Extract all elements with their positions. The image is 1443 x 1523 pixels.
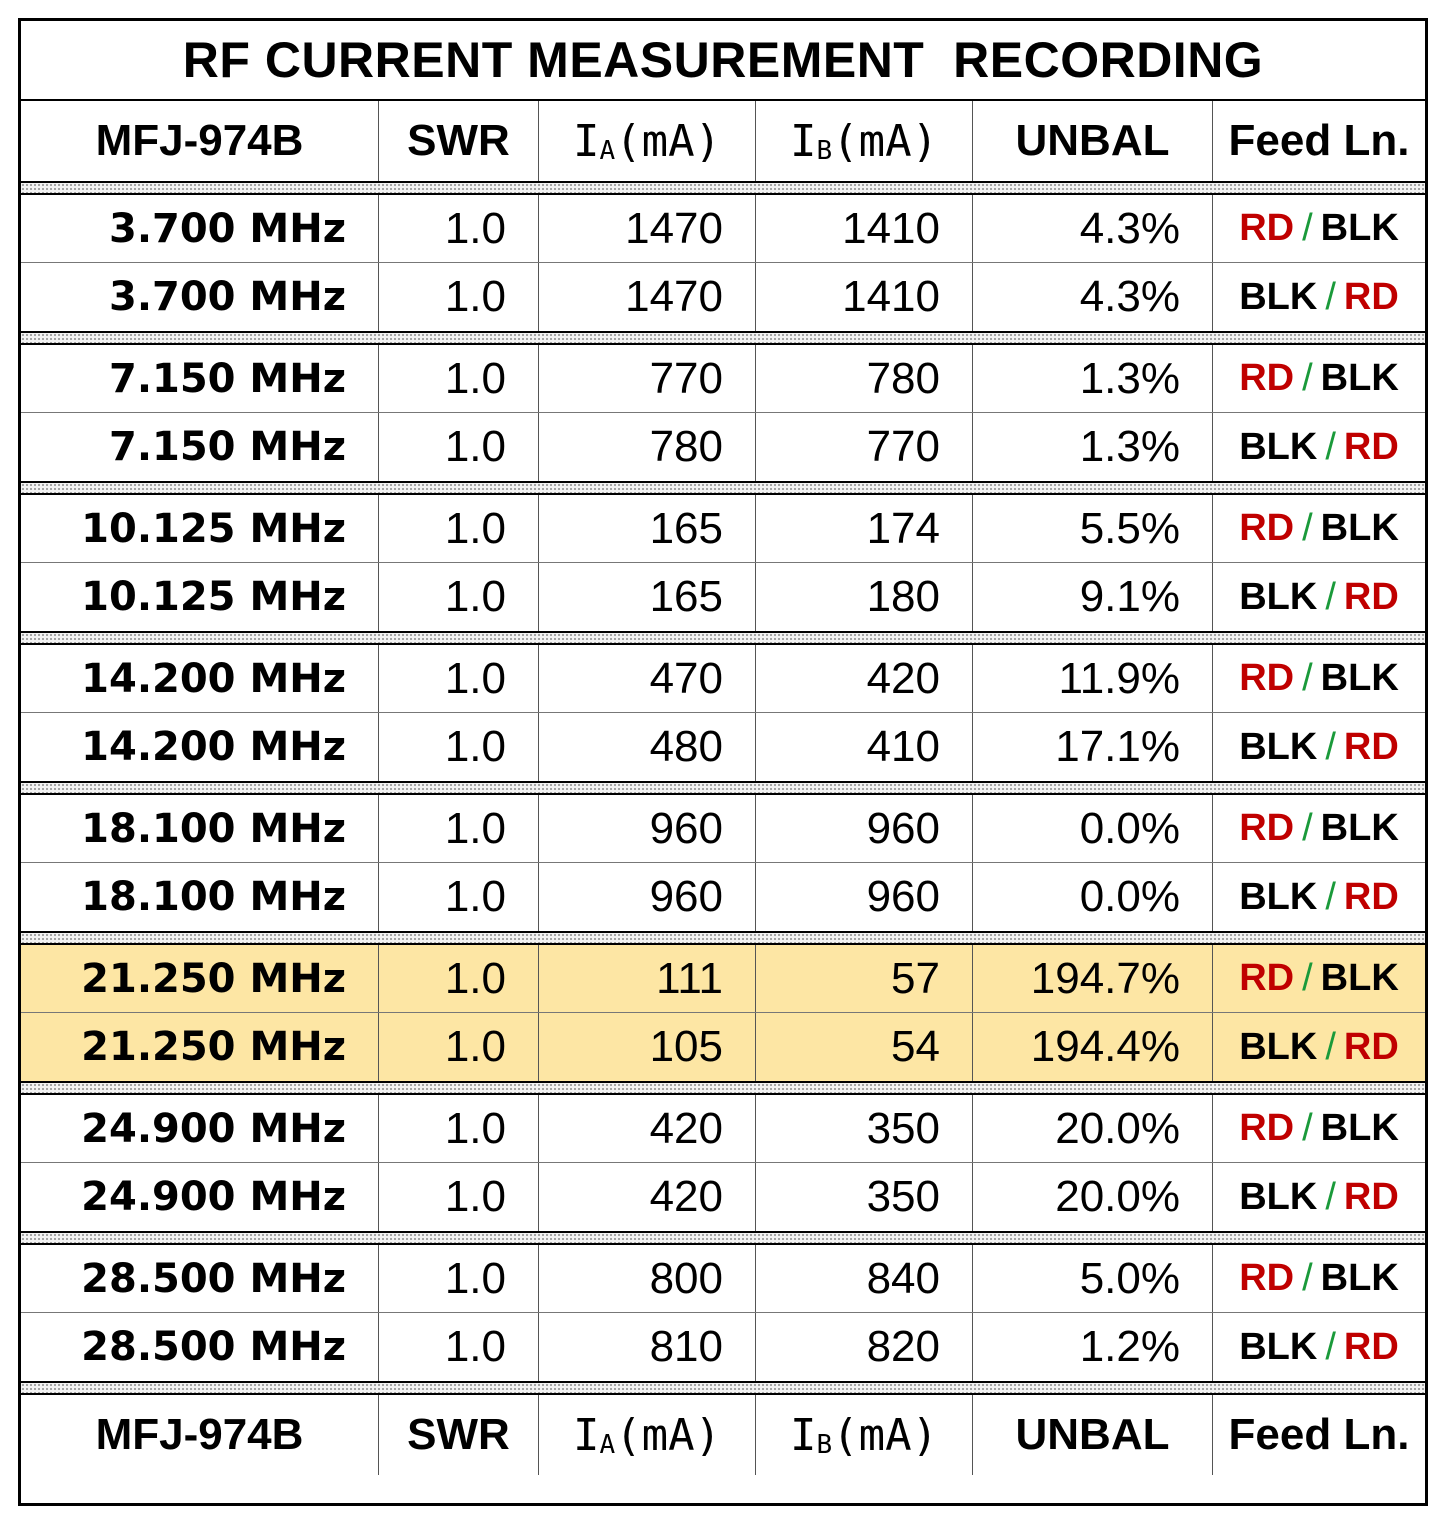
feed-slash: /	[1325, 1325, 1336, 1368]
table-row	[21, 863, 1425, 931]
header-ib-unit: (mA)	[832, 115, 939, 167]
table-row	[21, 795, 1425, 863]
cell-feed-line	[1213, 195, 1425, 262]
feed-label-blk: BLK	[1239, 1325, 1318, 1368]
highlighted-group	[21, 945, 1425, 1081]
cell-swr: 1.0	[379, 1013, 539, 1081]
cell-current-a: 420	[539, 1163, 756, 1231]
cell-unbalance: 194.7%	[973, 945, 1213, 1012]
table-row	[21, 195, 1425, 263]
cell-current-a: 1470	[539, 195, 756, 262]
cell-feed-line	[1213, 263, 1425, 331]
cell-frequency: 24.900 MHz	[21, 1163, 379, 1231]
cell-feed-line	[1213, 713, 1425, 781]
cell-current-b: 350	[756, 1163, 973, 1231]
cell-current-a: 960	[539, 863, 756, 931]
feed-label-blk: BLK	[1239, 725, 1318, 768]
band-group	[21, 345, 1425, 481]
section-separator	[21, 931, 1425, 945]
cell-swr: 1.0	[379, 713, 539, 781]
cell-feed-line	[1213, 795, 1425, 862]
header-ia-prefix: I	[572, 115, 600, 167]
footer-ia-prefix: I	[572, 1409, 600, 1461]
cell-swr: 1.0	[379, 1095, 539, 1162]
cell-swr: 1.0	[379, 563, 539, 631]
cell-feed-line	[1213, 1245, 1425, 1312]
footer-ia-unit: (mA)	[615, 1409, 722, 1461]
table-row	[21, 713, 1425, 781]
feed-label-rd: RD	[1239, 507, 1295, 549]
cell-current-b: 350	[756, 1095, 973, 1162]
feed-label-rd: RD	[1239, 657, 1295, 699]
footer-unbal: UNBAL	[973, 1395, 1213, 1475]
table-row	[21, 945, 1425, 1013]
cell-frequency: 28.500 MHz	[21, 1245, 379, 1312]
feed-label-rd: RD	[1239, 1107, 1295, 1149]
cell-current-a: 470	[539, 645, 756, 712]
footer-ib-unit: (mA)	[832, 1409, 939, 1461]
footer-ib	[756, 1395, 973, 1475]
cell-frequency: 10.125 MHz	[21, 563, 379, 631]
cell-swr: 1.0	[379, 645, 539, 712]
feed-label-rd: RD	[1343, 275, 1399, 318]
feed-label-blk: BLK	[1320, 957, 1399, 999]
cell-unbalance: 1.3%	[973, 345, 1213, 412]
cell-current-a: 165	[539, 563, 756, 631]
table-title: RF CURRENT MEASUREMENT RECORDING	[21, 21, 1425, 101]
cell-current-b: 57	[756, 945, 973, 1012]
cell-unbalance: 0.0%	[973, 795, 1213, 862]
cell-current-b: 1410	[756, 195, 973, 262]
feed-label-rd: RD	[1343, 1175, 1399, 1218]
feed-slash: /	[1325, 1025, 1336, 1068]
cell-unbalance: 4.3%	[973, 263, 1213, 331]
cell-swr: 1.0	[379, 863, 539, 931]
feed-slash: /	[1302, 207, 1313, 249]
cell-unbalance: 1.2%	[973, 1313, 1213, 1381]
cell-current-a: 810	[539, 1313, 756, 1381]
cell-frequency: 18.100 MHz	[21, 795, 379, 862]
cell-feed-line	[1213, 1163, 1425, 1231]
cell-feed-line	[1213, 563, 1425, 631]
table-row	[21, 1313, 1425, 1381]
header-ib-prefix: I	[789, 115, 817, 167]
cell-unbalance: 0.0%	[973, 863, 1213, 931]
cell-current-b: 960	[756, 795, 973, 862]
cell-feed-line	[1213, 345, 1425, 412]
cell-current-a: 480	[539, 713, 756, 781]
table-row	[21, 345, 1425, 413]
cell-frequency: 14.200 MHz	[21, 645, 379, 712]
feed-label-blk: BLK	[1320, 207, 1399, 249]
cell-swr: 1.0	[379, 1163, 539, 1231]
table-row	[21, 1095, 1425, 1163]
cell-current-b: 1410	[756, 263, 973, 331]
feed-slash: /	[1302, 357, 1313, 399]
feed-label-rd: RD	[1343, 1325, 1399, 1368]
cell-current-b: 54	[756, 1013, 973, 1081]
feed-label-blk: BLK	[1239, 275, 1318, 318]
table-row	[21, 563, 1425, 631]
feed-label-blk: BLK	[1320, 1107, 1399, 1149]
cell-unbalance: 9.1%	[973, 563, 1213, 631]
cell-unbalance: 11.9%	[973, 645, 1213, 712]
feed-slash: /	[1325, 875, 1336, 918]
footer-swr: SWR	[379, 1395, 539, 1475]
cell-feed-line	[1213, 1013, 1425, 1081]
cell-current-b: 780	[756, 345, 973, 412]
feed-label-rd: RD	[1239, 207, 1295, 249]
footer-ia	[539, 1395, 756, 1475]
cell-unbalance: 194.4%	[973, 1013, 1213, 1081]
band-group	[21, 195, 1425, 331]
section-separator	[21, 481, 1425, 495]
section-separator	[21, 181, 1425, 195]
feed-slash: /	[1302, 957, 1313, 999]
table-row	[21, 495, 1425, 563]
cell-unbalance: 5.0%	[973, 1245, 1213, 1312]
band-group	[21, 795, 1425, 931]
header-tuner: MFJ-974B	[21, 101, 379, 181]
cell-unbalance: 5.5%	[973, 495, 1213, 562]
cell-feed-line	[1213, 945, 1425, 1012]
feed-label-blk: BLK	[1239, 575, 1318, 618]
feed-label-blk: BLK	[1320, 507, 1399, 549]
cell-swr: 1.0	[379, 413, 539, 481]
cell-frequency: 24.900 MHz	[21, 1095, 379, 1162]
header-ib	[756, 101, 973, 181]
cell-swr: 1.0	[379, 945, 539, 1012]
feed-label-blk: BLK	[1320, 357, 1399, 399]
footer-ib-sub: B	[816, 1430, 833, 1460]
feed-slash: /	[1302, 1257, 1313, 1299]
footer-ia-sub: A	[599, 1430, 616, 1460]
cell-feed-line	[1213, 645, 1425, 712]
cell-current-a: 780	[539, 413, 756, 481]
feed-slash: /	[1302, 507, 1313, 549]
header-swr: SWR	[379, 101, 539, 181]
feed-slash: /	[1325, 275, 1336, 318]
cell-current-b: 410	[756, 713, 973, 781]
band-group	[21, 1095, 1425, 1231]
cell-swr: 1.0	[379, 345, 539, 412]
section-separator	[21, 1081, 1425, 1095]
cell-frequency: 14.200 MHz	[21, 713, 379, 781]
measurement-table	[18, 18, 1428, 1506]
section-separator	[21, 781, 1425, 795]
cell-unbalance: 20.0%	[973, 1095, 1213, 1162]
feed-label-rd: RD	[1343, 1025, 1399, 1068]
cell-swr: 1.0	[379, 1245, 539, 1312]
feed-label-blk: BLK	[1239, 425, 1318, 468]
cell-frequency: 7.150 MHz	[21, 345, 379, 412]
table-row	[21, 1013, 1425, 1081]
feed-slash: /	[1325, 575, 1336, 618]
cell-current-b: 820	[756, 1313, 973, 1381]
feed-label-rd: RD	[1239, 807, 1295, 849]
cell-swr: 1.0	[379, 1313, 539, 1381]
section-separator	[21, 631, 1425, 645]
feed-label-rd: RD	[1239, 957, 1295, 999]
feed-label-blk: BLK	[1239, 1175, 1318, 1218]
cell-frequency: 18.100 MHz	[21, 863, 379, 931]
cell-current-a: 770	[539, 345, 756, 412]
feed-slash: /	[1325, 725, 1336, 768]
cell-unbalance: 1.3%	[973, 413, 1213, 481]
feed-label-rd: RD	[1343, 575, 1399, 618]
feed-label-blk: BLK	[1239, 875, 1318, 918]
cell-swr: 1.0	[379, 195, 539, 262]
cell-current-b: 420	[756, 645, 973, 712]
feed-label-rd: RD	[1343, 725, 1399, 768]
feed-label-blk: BLK	[1320, 1257, 1399, 1299]
cell-feed-line	[1213, 495, 1425, 562]
feed-slash: /	[1302, 657, 1313, 699]
header-row-bottom	[21, 1395, 1425, 1475]
header-ia	[539, 101, 756, 181]
footer-ib-prefix: I	[789, 1409, 817, 1461]
feed-slash: /	[1302, 807, 1313, 849]
feed-label-rd: RD	[1343, 875, 1399, 918]
section-separator	[21, 1231, 1425, 1245]
cell-feed-line	[1213, 1095, 1425, 1162]
table-row	[21, 263, 1425, 331]
section-separator	[21, 331, 1425, 345]
header-row-top	[21, 101, 1425, 181]
feed-label-rd: RD	[1239, 1257, 1295, 1299]
cell-frequency: 10.125 MHz	[21, 495, 379, 562]
cell-current-a: 420	[539, 1095, 756, 1162]
cell-current-b: 174	[756, 495, 973, 562]
feed-slash: /	[1325, 425, 1336, 468]
feed-label-rd: RD	[1343, 425, 1399, 468]
cell-unbalance: 17.1%	[973, 713, 1213, 781]
cell-frequency: 21.250 MHz	[21, 945, 379, 1012]
cell-feed-line	[1213, 863, 1425, 931]
cell-unbalance: 4.3%	[973, 195, 1213, 262]
feed-label-blk: BLK	[1320, 807, 1399, 849]
header-unbal: UNBAL	[973, 101, 1213, 181]
cell-feed-line	[1213, 413, 1425, 481]
cell-current-a: 111	[539, 945, 756, 1012]
cell-unbalance: 20.0%	[973, 1163, 1213, 1231]
cell-frequency: 3.700 MHz	[21, 195, 379, 262]
band-group	[21, 495, 1425, 631]
header-ia-sub: A	[599, 136, 616, 166]
table-body	[21, 181, 1425, 1395]
table-row	[21, 1245, 1425, 1313]
cell-current-b: 770	[756, 413, 973, 481]
feed-label-blk: BLK	[1239, 1025, 1318, 1068]
cell-current-b: 180	[756, 563, 973, 631]
table-row	[21, 645, 1425, 713]
cell-frequency: 3.700 MHz	[21, 263, 379, 331]
feed-label-blk: BLK	[1320, 657, 1399, 699]
band-group	[21, 645, 1425, 781]
header-ia-unit: (mA)	[615, 115, 722, 167]
feed-slash: /	[1302, 1107, 1313, 1149]
cell-swr: 1.0	[379, 795, 539, 862]
header-feed: Feed Ln.	[1228, 116, 1410, 165]
cell-current-b: 840	[756, 1245, 973, 1312]
feed-slash: /	[1325, 1175, 1336, 1218]
cell-swr: 1.0	[379, 495, 539, 562]
cell-current-a: 960	[539, 795, 756, 862]
cell-frequency: 21.250 MHz	[21, 1013, 379, 1081]
footer-feed: Feed Ln.	[1228, 1410, 1410, 1459]
cell-current-a: 800	[539, 1245, 756, 1312]
cell-swr: 1.0	[379, 263, 539, 331]
cell-frequency: 7.150 MHz	[21, 413, 379, 481]
cell-current-a: 165	[539, 495, 756, 562]
cell-frequency: 28.500 MHz	[21, 1313, 379, 1381]
table-row	[21, 413, 1425, 481]
cell-current-a: 1470	[539, 263, 756, 331]
cell-current-b: 960	[756, 863, 973, 931]
cell-current-a: 105	[539, 1013, 756, 1081]
header-ib-sub: B	[816, 136, 833, 166]
section-separator	[21, 1381, 1425, 1395]
footer-tuner: MFJ-974B	[21, 1395, 379, 1475]
feed-label-rd: RD	[1239, 357, 1295, 399]
cell-feed-line	[1213, 1313, 1425, 1381]
table-row	[21, 1163, 1425, 1231]
band-group	[21, 1245, 1425, 1381]
